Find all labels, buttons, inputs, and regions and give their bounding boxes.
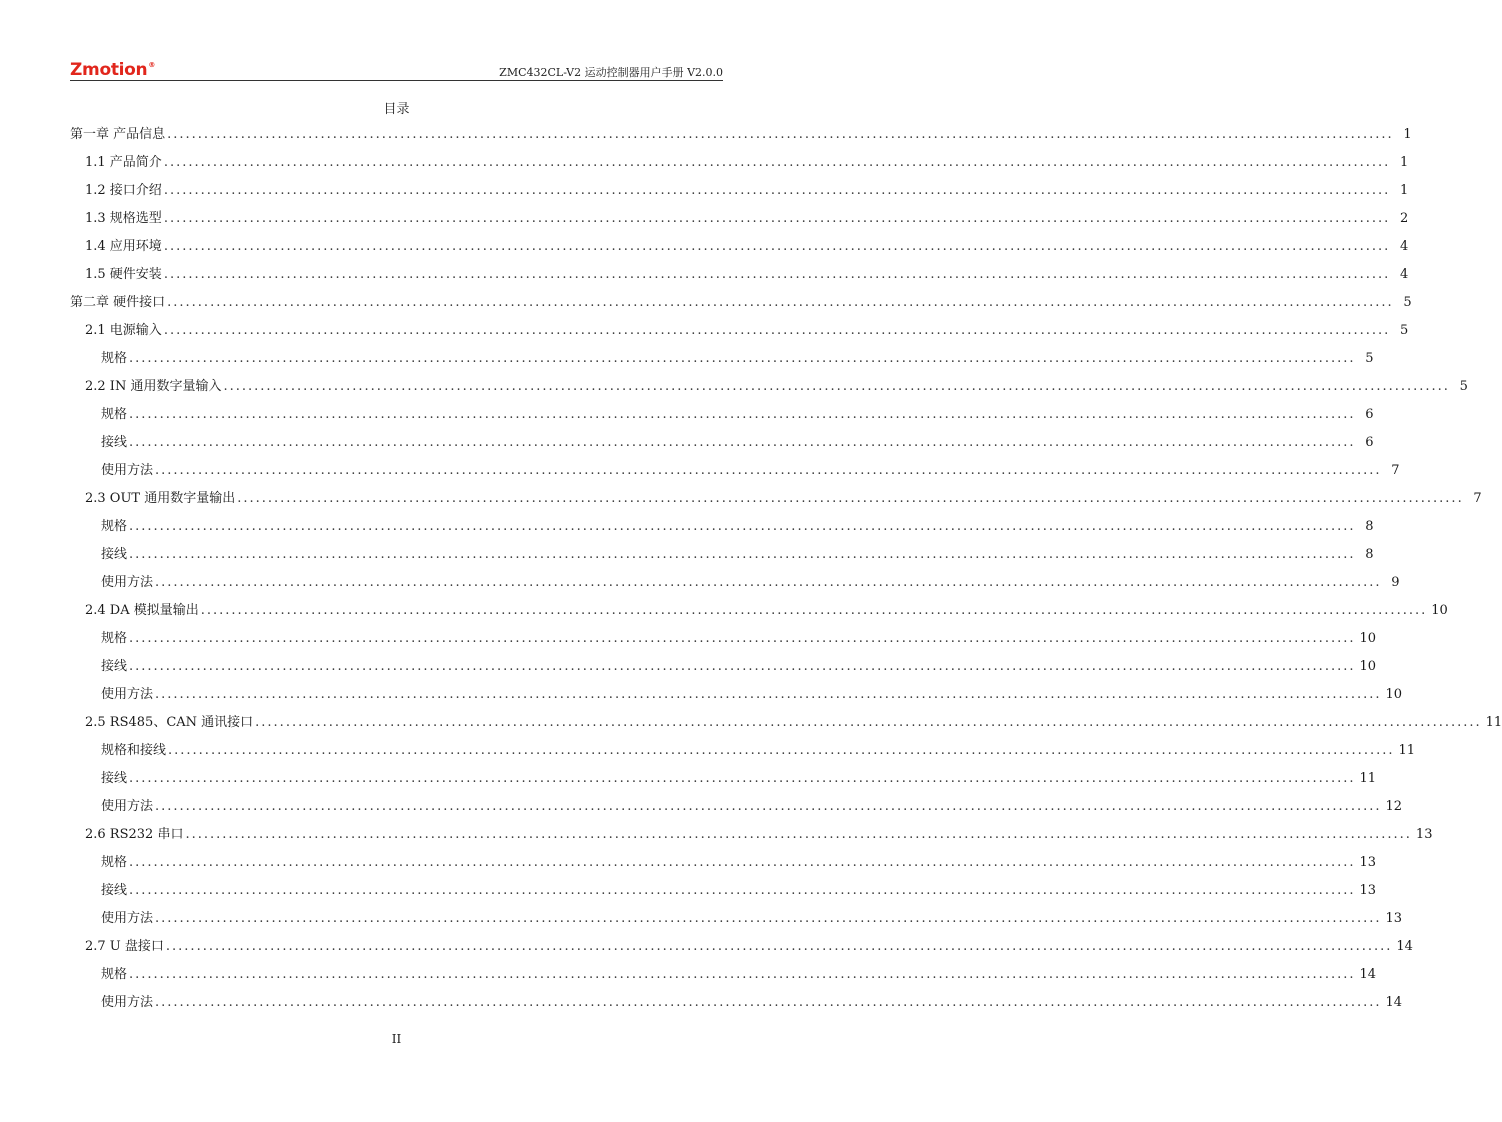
toc-entry[interactable] (70, 541, 1374, 569)
toc-entry[interactable] (70, 597, 1448, 625)
toc-entry-label: 2.7 U 盘接口 (85, 939, 164, 954)
toc-entry[interactable] (70, 765, 1377, 793)
toc-entry-page: 4 (1400, 239, 1409, 254)
toc-entry[interactable] (70, 877, 1377, 905)
toc-dot-leader: ........................................................................................................................................................................................................ (163, 183, 1391, 198)
toc-entry-page: 8 (1365, 547, 1374, 562)
toc-entry[interactable] (70, 653, 1377, 681)
toc-entry-label: 1.4 应用环境 (85, 239, 162, 254)
toc-entry[interactable] (70, 793, 1403, 821)
toc-heading: 目录 (383, 102, 410, 117)
toc-entry[interactable] (70, 149, 1409, 177)
toc-entry-label: 2.5 RS485、CAN 通讯接口 (85, 715, 254, 730)
zmotion-logo (70, 60, 155, 80)
logo-text: Zmotion (70, 60, 148, 80)
toc-entry-page: 1 (1403, 127, 1412, 142)
toc-entry-label: 2.3 OUT 通用数字量输出 (85, 491, 236, 506)
toc-entry-label: 接线 (101, 883, 128, 898)
toc-entry-page: 9 (1391, 575, 1400, 590)
toc-entry-page: 13 (1359, 883, 1377, 898)
toc-entry-label: 使用方法 (101, 995, 154, 1010)
toc-dot-leader: ........................................................................................................................................................................................................ (155, 799, 1382, 814)
toc-entry[interactable] (70, 177, 1409, 205)
toc-entry[interactable] (70, 373, 1468, 401)
toc-entry-label: 使用方法 (101, 687, 154, 702)
toc-entry-page: 6 (1365, 435, 1374, 450)
toc-entry-page: 10 (1359, 659, 1377, 674)
toc-entry[interactable] (70, 261, 1409, 289)
toc-entry-label: 使用方法 (101, 799, 154, 814)
toc-entry[interactable] (70, 289, 1412, 317)
toc-entry[interactable] (70, 569, 1400, 597)
toc-entry-page: 8 (1365, 519, 1374, 534)
toc-entry[interactable] (70, 457, 1400, 485)
toc-entry-label: 2.4 DA 模拟量输出 (85, 603, 199, 618)
toc-entry[interactable] (70, 233, 1409, 261)
toc-entry-label: 规格 (101, 967, 128, 982)
toc-entry-label: 接线 (101, 435, 128, 450)
toc-entry-page: 13 (1359, 855, 1377, 870)
toc-entry[interactable] (70, 905, 1403, 933)
toc-entry-page: 11 (1359, 771, 1377, 786)
toc-entry-page: 10 (1359, 631, 1377, 646)
toc-entry-label: 1.3 规格选型 (85, 211, 162, 226)
toc-entry-label: 使用方法 (101, 911, 154, 926)
toc-entry[interactable] (70, 485, 1482, 513)
table-of-contents (70, 121, 1502, 1017)
toc-dot-leader: ........................................................................................................................................................................................................ (129, 771, 1356, 786)
toc-entry-page: 14 (1359, 967, 1377, 982)
toc-entry[interactable] (70, 681, 1403, 709)
toc-entry-label: 第一章 产品信息 (70, 127, 166, 142)
registered-mark: ® (148, 61, 156, 69)
toc-dot-leader: ........................................................................................................................................................................................................ (163, 211, 1391, 226)
toc-entry[interactable] (70, 821, 1433, 849)
toc-entry-page: 6 (1365, 407, 1374, 422)
toc-entry-label: 接线 (101, 547, 128, 562)
toc-dot-leader: ........................................................................................................................................................................................................ (163, 323, 1391, 338)
toc-entry-page: 5 (1365, 351, 1374, 366)
toc-dot-leader: ........................................................................................................................................................................................................ (129, 631, 1356, 646)
header-divider (70, 80, 723, 81)
toc-dot-leader: ........................................................................................................................................................................................................ (163, 267, 1391, 282)
toc-dot-leader: ........................................................................................................................................................................................................ (155, 575, 1382, 590)
toc-dot-leader: ........................................................................................................................................................................................................ (223, 379, 1450, 394)
toc-entry-page: 10 (1431, 603, 1448, 618)
toc-entry-page: 5 (1400, 323, 1409, 338)
toc-entry[interactable] (70, 961, 1377, 989)
page-header (70, 58, 723, 82)
toc-entry-label: 1.1 产品简介 (85, 155, 162, 170)
toc-entry-label: 规格 (101, 519, 128, 534)
toc-entry-page: 1 (1400, 183, 1409, 198)
toc-dot-leader: ........................................................................................................................................................................................................ (237, 491, 1464, 506)
toc-dot-leader: ........................................................................................................................................................................................................ (129, 883, 1356, 898)
toc-dot-leader: ........................................................................................................................................................................................................ (185, 827, 1412, 842)
toc-entry[interactable] (70, 429, 1374, 457)
toc-dot-leader: ........................................................................................................................................................................................................ (129, 547, 1356, 562)
toc-dot-leader: ........................................................................................................................................................................................................ (163, 155, 1391, 170)
toc-entry-page: 4 (1400, 267, 1409, 282)
toc-entry-label: 规格和接线 (101, 743, 167, 758)
toc-entry-page: 13 (1385, 911, 1403, 926)
toc-entry-label: 使用方法 (101, 575, 154, 590)
toc-dot-leader: ........................................................................................................................................................................................................ (155, 911, 1382, 926)
toc-entry[interactable] (70, 933, 1413, 961)
toc-entry[interactable] (70, 205, 1409, 233)
toc-entry[interactable] (70, 345, 1374, 373)
toc-entry[interactable] (70, 989, 1403, 1017)
toc-dot-leader: ........................................................................................................................................................................................................ (168, 743, 1395, 758)
toc-entry[interactable] (70, 709, 1502, 737)
toc-entry[interactable] (70, 401, 1374, 429)
toc-entry-label: 使用方法 (101, 463, 154, 478)
toc-entry-page: 14 (1385, 995, 1403, 1010)
toc-dot-leader: ........................................................................................................................................................................................................ (129, 435, 1356, 450)
toc-entry-page: 2 (1400, 211, 1409, 226)
toc-dot-leader: ........................................................................................................................................................................................................ (167, 295, 1394, 310)
toc-entry-page: 12 (1385, 799, 1403, 814)
toc-entry[interactable] (70, 121, 1412, 149)
toc-dot-leader: ........................................................................................................................................................................................................ (129, 659, 1356, 674)
toc-entry[interactable] (70, 849, 1377, 877)
toc-entry-label: 第二章 硬件接口 (70, 295, 166, 310)
toc-entry-label: 1.2 接口介绍 (85, 183, 162, 198)
toc-entry-label: 接线 (101, 771, 128, 786)
toc-dot-leader: ........................................................................................................................................................................................................ (167, 127, 1394, 142)
toc-entry-label: 2.6 RS232 串口 (85, 827, 184, 842)
toc-dot-leader: ........................................................................................................................................................................................................ (255, 715, 1482, 730)
toc-dot-leader: ........................................................................................................................................................................................................ (129, 519, 1356, 534)
document-title: ZMC432CL-V2 运动控制器用户手册 V2.0.0 (499, 66, 723, 79)
toc-entry-page: 11 (1398, 743, 1416, 758)
toc-entry-label: 2.1 电源输入 (85, 323, 162, 338)
toc-entry-page: 5 (1403, 295, 1412, 310)
toc-entry-label: 规格 (101, 351, 128, 366)
page-number: II (391, 1032, 402, 1046)
toc-entry-page: 7 (1473, 491, 1482, 506)
toc-dot-leader: ........................................................................................................................................................................................................ (129, 351, 1356, 366)
toc-dot-leader: ........................................................................................................................................................................................................ (129, 407, 1356, 422)
toc-entry-label: 接线 (101, 659, 128, 674)
toc-entry[interactable] (70, 737, 1416, 765)
toc-entry-page: 13 (1415, 827, 1433, 842)
toc-entry-label: 1.5 硬件安装 (85, 267, 162, 282)
toc-entry-label: 规格 (101, 855, 128, 870)
toc-entry-page: 7 (1391, 463, 1400, 478)
toc-entry[interactable] (70, 513, 1374, 541)
toc-entry-page: 5 (1459, 379, 1468, 394)
toc-entry-label: 规格 (101, 631, 128, 646)
toc-entry[interactable] (70, 317, 1409, 345)
toc-entry-page: 10 (1385, 687, 1403, 702)
toc-dot-leader: ........................................................................................................................................................................................................ (129, 855, 1356, 870)
toc-dot-leader: ........................................................................................................................................................................................................ (155, 687, 1382, 702)
toc-entry-label: 2.2 IN 通用数字量输入 (85, 379, 222, 394)
toc-entry-page: 14 (1396, 939, 1413, 954)
toc-entry[interactable] (70, 625, 1377, 653)
toc-dot-leader: ........................................................................................................................................................................................................ (155, 995, 1382, 1010)
toc-entry-label: 规格 (101, 407, 128, 422)
toc-dot-leader: ........................................................................................................................................................................................................ (155, 463, 1382, 478)
toc-dot-leader: ........................................................................................................................................................................................................ (129, 967, 1356, 982)
toc-entry-page: 11 (1485, 715, 1502, 730)
toc-dot-leader: ........................................................................................................................................................................................................ (163, 239, 1391, 254)
toc-dot-leader: ........................................................................................................................................................................................................ (165, 939, 1393, 954)
toc-entry-page: 1 (1400, 155, 1409, 170)
toc-dot-leader: ........................................................................................................................................................................................................ (200, 603, 1428, 618)
